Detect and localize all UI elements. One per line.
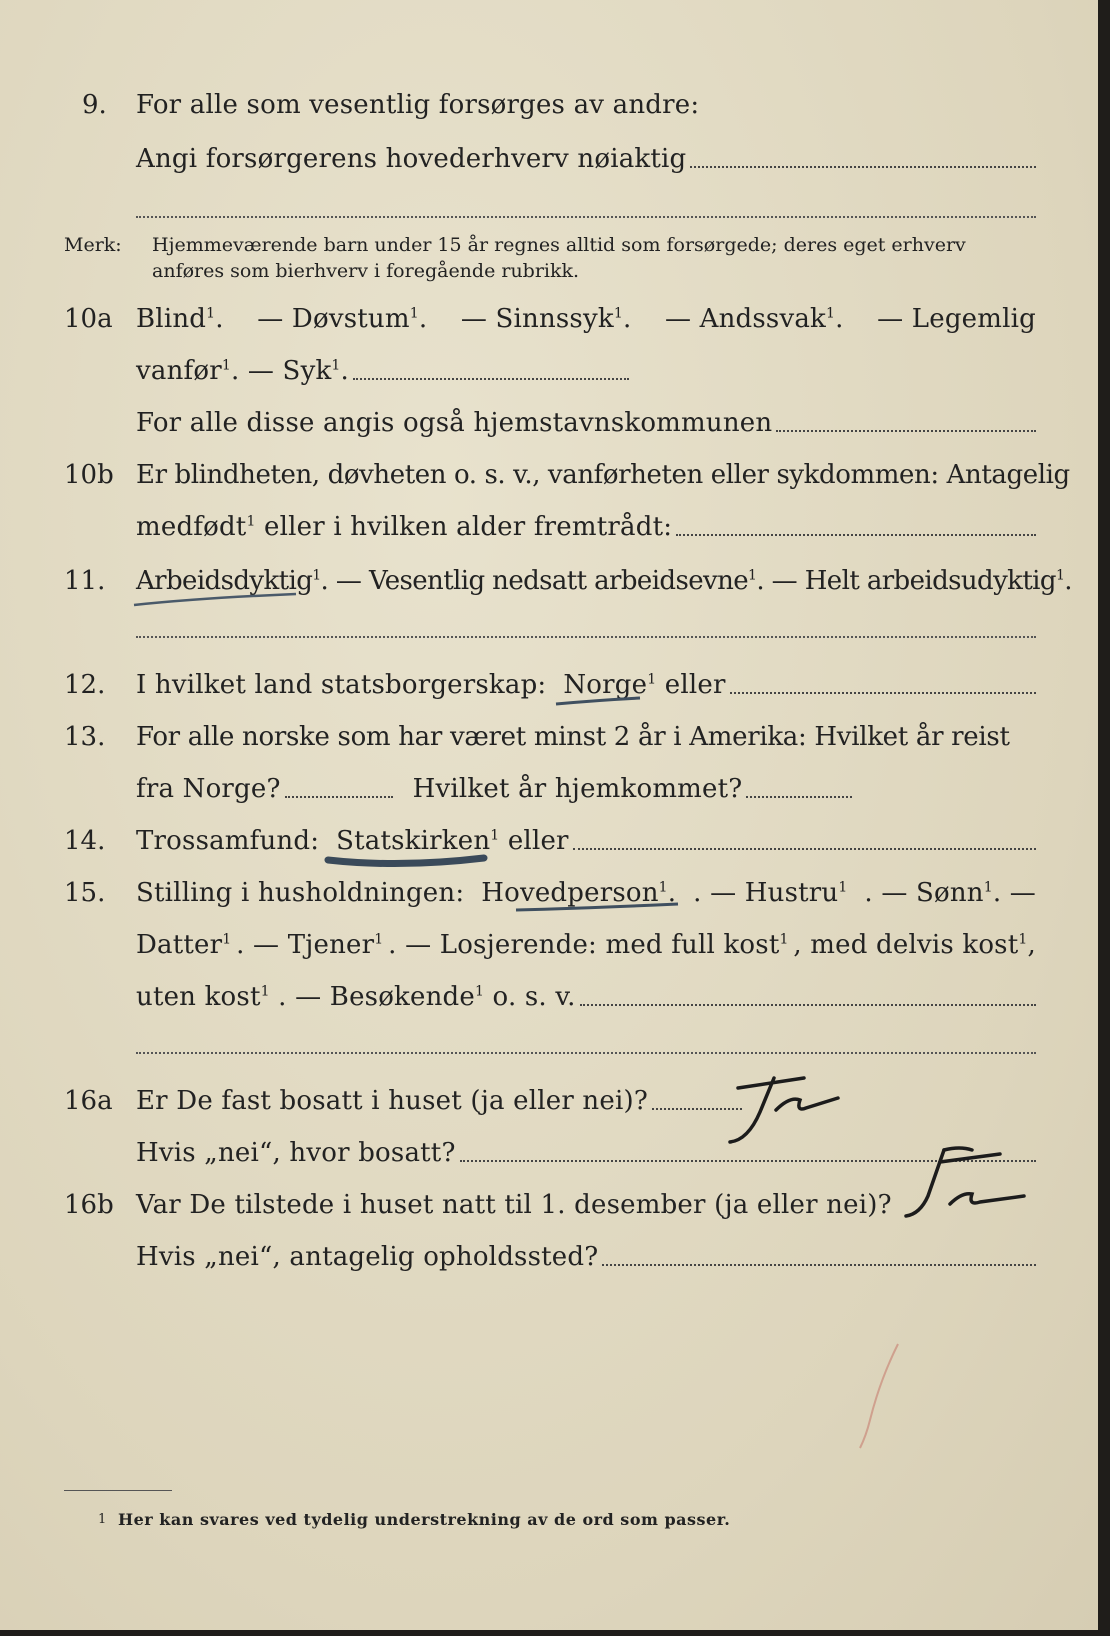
- q12-text: I hvilket land statsborgerskap:: [136, 670, 547, 700]
- option-hustru: . — Hustru$^1$: [693, 878, 848, 908]
- merk-label: Merk:: [64, 234, 122, 256]
- q10b-alder: eller i hvilken alder fremtrådt:: [255, 512, 673, 542]
- underline-statskirken: [328, 858, 484, 864]
- q14-text: Trossamfund:: [136, 826, 320, 856]
- q12-number: 12.: [64, 670, 106, 700]
- q10a-number: 10a: [64, 304, 113, 334]
- option-medfodt: medfødt$^1$: [136, 512, 256, 542]
- option-andssvak: — Andssvak$^1$.: [664, 304, 844, 334]
- option-dovstum: — Døvstum$^1$.: [257, 304, 428, 334]
- option-delvis-kost: , med delvis kost$^1$,: [793, 930, 1036, 960]
- q13-hjemkommet: Hvilket år hjemkommet?: [412, 774, 743, 804]
- q16b-answer-ja: [906, 1148, 1024, 1216]
- q14-eller: eller: [499, 826, 569, 856]
- q12-eller: eller: [656, 670, 726, 700]
- merk-line2: anføres som bierhverv i foregående rubrikk.: [152, 260, 580, 282]
- footnote-number: 1: [98, 1512, 107, 1527]
- q16a-number: 16a: [64, 1086, 113, 1116]
- option-sinnssyk: — Sinnssyk$^1$.: [460, 304, 632, 334]
- option-arbeidsdyktig: Arbeidsdyktig$^1$: [136, 566, 321, 596]
- option-statskirken: Statskirken$^1$: [336, 826, 500, 856]
- option-losjerende: . — Losjerende: med full kost$^1$: [388, 930, 789, 960]
- q11-number: 11.: [64, 566, 106, 596]
- q15-number: 15.: [64, 878, 106, 908]
- option-nedsatt: . — Vesentlig nedsatt arbeidsevne$^1$: [320, 566, 757, 596]
- q10b-text: Er blindheten, døvheten o. s. v., vanførheten eller sykdommen: Antagelig: [136, 460, 1070, 490]
- footnote-text: Her kan svares ved tydelig understrekning av de ord som passer.: [118, 1510, 731, 1529]
- q16a-hvis-nei: Hvis „nei“, hvor bosatt?: [136, 1138, 456, 1168]
- q13-number: 13.: [64, 722, 106, 752]
- option-hovedperson: Hovedperson$^1$.: [481, 878, 677, 908]
- q16b-text: Var De tilstede i huset natt til 1. desember (ja eller nei)?: [136, 1190, 892, 1220]
- q9-text: For alle som vesentlig forsørges av andre:: [136, 90, 700, 120]
- q9-text2: Angi forsørgerens hovederhverv nøiaktig: [136, 144, 687, 174]
- underline-hovedperson: [516, 904, 678, 910]
- option-syk: — Syk$^1$.: [247, 356, 349, 386]
- q14-number: 14.: [64, 826, 106, 856]
- underline-norge: [556, 698, 640, 704]
- option-blind: Blind$^1$.: [136, 304, 224, 334]
- option-tjener: . — Tjener$^1$: [236, 930, 384, 960]
- option-besokende: . — Besøkende$^1$: [278, 982, 485, 1012]
- option-udyktig: . — Helt arbeidsudyktig$^1$.: [756, 566, 1072, 596]
- q13-fra-norge: fra Norge?: [136, 774, 281, 804]
- merk-line1: Hjemmeværende barn under 15 år regnes alltid som forsørgede; deres eget erhverv: [152, 234, 966, 256]
- option-uten-kost: uten kost$^1$: [136, 982, 270, 1012]
- underline-arbeidsdyktig: [134, 594, 296, 605]
- q10a-hjemstavn: For alle disse angis også hjemstavnskommunen: [136, 408, 773, 438]
- q16b-hvis-nei: Hvis „nei“, antagelig opholdssted?: [136, 1242, 599, 1272]
- q16a-text: Er De fast bosatt i huset (ja eller nei)?: [136, 1086, 648, 1116]
- option-vanfor: vanfør$^1$.: [136, 356, 248, 386]
- pencil-mark: [860, 1344, 898, 1448]
- q10b-number: 10b: [64, 460, 114, 490]
- option-legemlig: — Legemlig: [877, 304, 1036, 334]
- option-datter: Datter$^1$: [136, 930, 232, 960]
- q16b-number: 16b: [64, 1190, 114, 1220]
- q15-text: Stilling i husholdningen:: [136, 878, 465, 908]
- q15-osv: o. s. v.: [484, 982, 576, 1012]
- q16a-answer-ja: [730, 1078, 838, 1142]
- option-sonn: . — Sønn$^1$. —: [864, 878, 1036, 908]
- q13-text: For alle norske som har været minst 2 år i Amerika: Hvilket år reist: [136, 722, 1010, 752]
- option-norge: Norge$^1$: [563, 670, 657, 700]
- q9-number: 9.: [82, 90, 107, 120]
